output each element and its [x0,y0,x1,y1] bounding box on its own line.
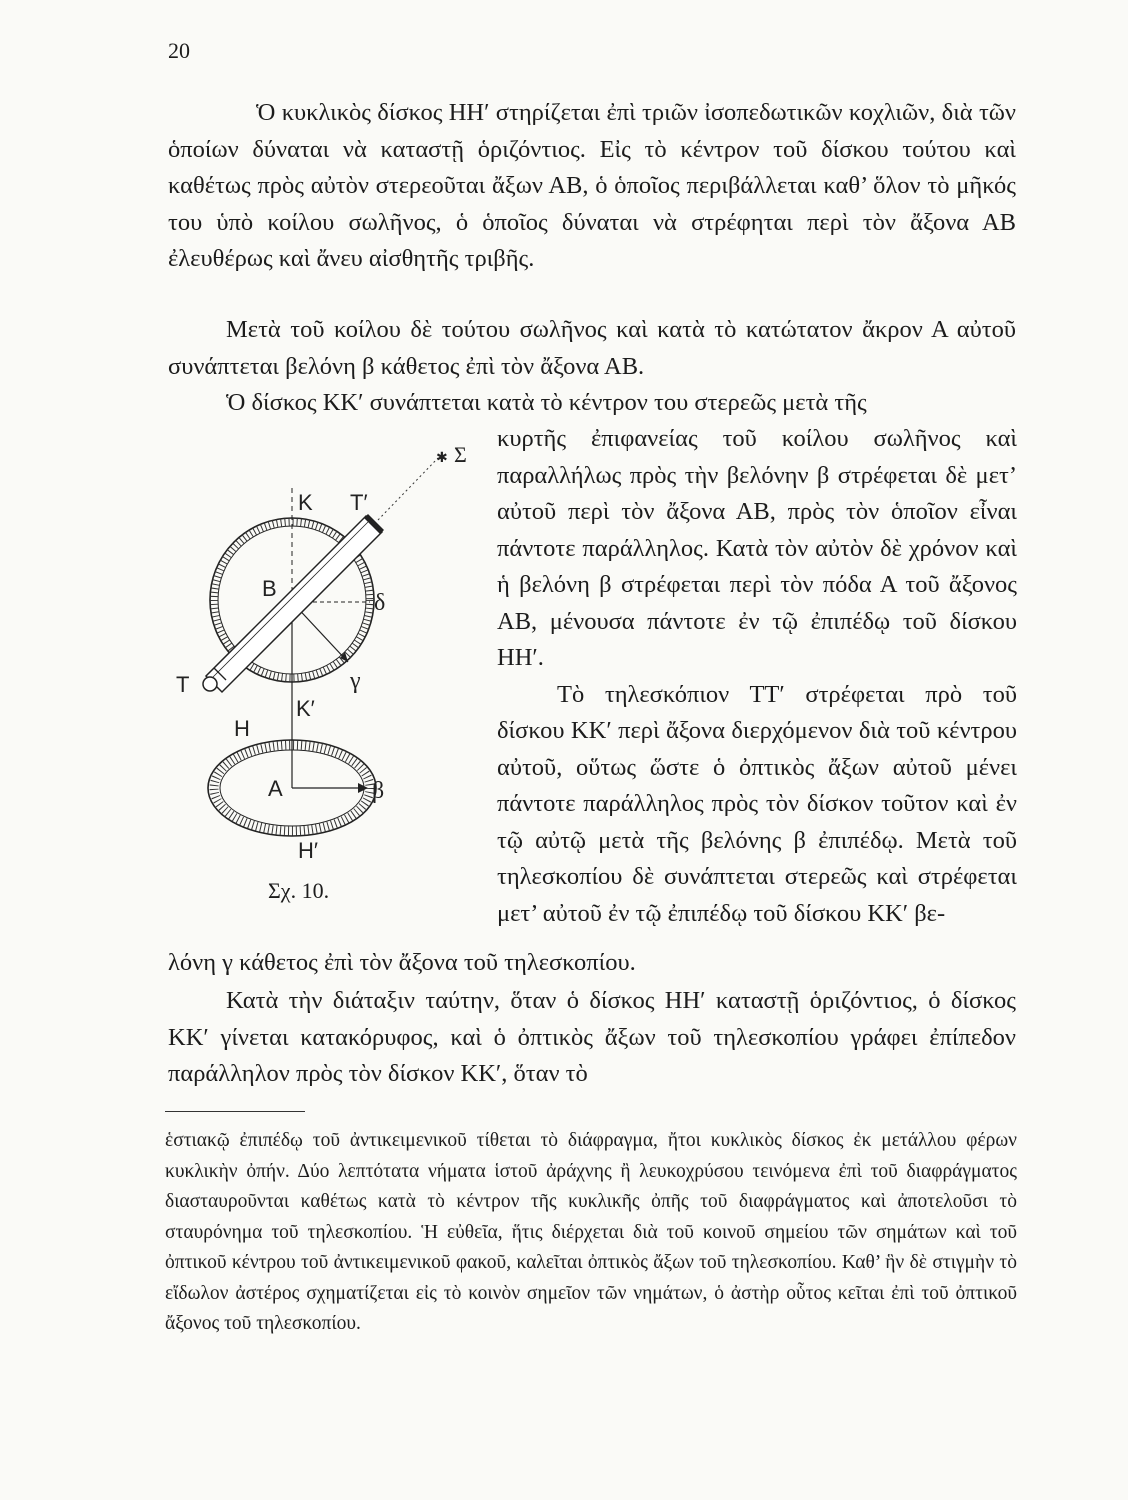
label-h: H [234,716,250,741]
paragraph-needle-beta: Μετὰ τοῦ κοίλου δὲ τούτου σωλῆνος καὶ κατὰ τὸ κατώτατον ἄκρον Α αὐτοῦ συνάπτεται βελόνη β κάθετος ἐπὶ τὸν ἄξονα ΑΒ. [168,316,1016,380]
paragraph-disk-description: Ὁ κυκλικὸς δίσκος ΗΗ′ στηρίζεται ἐπὶ τριῶν ἰσοπεδωτικῶν κοχλιῶν, διὰ τῶν ὁποίων δύναται νὰ καταστῇ ὁριζόντιος. Εἰς τὸ κέντρον τοῦ δίσκου τούτου καὶ καθέτως πρὸς αὐτὸν στερεοῦται ἄξων ΑΒ, ὁ ὁποῖος περιβάλλεται καθ’ ὅλον τὸ μῆκός του ὑπὸ κοίλου σωλῆνος, ὁ ὁποῖος δύναται νὰ στρέφηται περὶ τὸν ἄξονα ΑΒ ἐλευθέρως καὶ ἄνευ αἰσθητῆς τριβῆς. [168,99,1016,272]
label-gamma: γ [350,668,361,694]
page-number: 20 [168,38,190,63]
footnote-text: ἑστιακῷ ἐπιπέδῳ τοῦ ἀντικειμενικοῦ τίθεται τὸ διάφραγμα, ἤτοι κυκλικὸς δίσκος ἐκ μετάλλου φέρων κυκλικὴν ὀπήν. Δύο λεπτότατα νήματα ἱστοῦ ἀράχνης ἢ λευκοχρύσου τεινόμενα ἐπὶ τοῦ διαφράγματος διασταυροῦνται καθέτως κατὰ τὸ κέντρον τῆς κυκλικῆς ὀπῆς τοῦ διαφράγματος καὶ ἀποτελοῦσι τὸ σταυρόνημα τοῦ τηλεσκοπίου. Ἡ εὐθεῖα, ἥτις διέρχεται διὰ τοῦ κοινοῦ σημείου τῶν σημάτων καὶ τοῦ ὀπτικοῦ κέντρου τοῦ ἀντικειμενικοῦ φακοῦ, καλεῖται ὀπτικὸς ἄξων τοῦ τηλεσκοπίου. Καθ’ ἣν δὲ στιγμὴν τὸ εἴδωλον ἀστέρος σχηματίζεται εἰς τὸ κοινὸν σημεῖον τῶν νημάτων, ὁ ἀστὴρ οὗτος κεῖται ἐπὶ τοῦ ὀπτικοῦ ἄξονος τοῦ τηλεσκοπίου. [165,1130,1017,1334]
telescope-tt [203,514,384,692]
figure-10 [170,430,490,910]
paragraph-disk-kk-continued: κυρτῆς ἐπιφανείας τοῦ κοίλου σωλῆνος καὶ παραλλήλως πρὸς τὴν βελόνην β στρέφεται δὲ μετ’ αὐτοῦ περὶ τὸν ἄξονα ΑΒ, πρὸς τὸν ὁποῖον εἶναι πάντοτε παράλληλος. Κατὰ τὸν αὐτὸν δὲ χρόνον καὶ ἡ βελόνη β στρέφεται περὶ τὸν πόδα Α τοῦ ἄξονος ΑΒ, μένουσα πάντοτε ἐν τῷ ἐπιπέδῳ τοῦ δίσκου ΗΗ′. [497,425,1017,671]
label-t: T [176,672,190,697]
paragraph-telescope: Τὸ τηλεσκόπιον ΤΤ′ στρέφεται πρὸ τοῦ δίσκου ΚΚ′ περὶ ἄξονα διερχόμενον διὰ τοῦ κέντρου αὐτοῦ, οὕτως ὥστε ὁ ὀπτικὸς ἄξων αὐτοῦ μένει πάντοτε παράλληλος πρὸς τὸν δίσκον τοῦτον καὶ ἐν τῷ αὐτῷ μετὰ τῆς βελόνης β ἐπιπέδῳ. Μετὰ τοῦ τηλεσκοπίου δὲ συνάπτεται στερεῶς καὶ στρέφεται μετ’ αὐτοῦ ἐν τῷ ἐπιπέδῳ τοῦ δίσκου ΚΚ′ βε- [497,680,1017,927]
paragraph-arrangement: Κατὰ τὴν διάταξιν ταύτην, ὅταν ὁ δίσκος ΗΗ′ καταστῇ ὁριζόντιος, ὁ δίσκος ΚΚ′ γίνεται κατακόρυφος, καὶ ὁ ὀπτικὸς ἄξων τοῦ τηλεσκοπίου γράφει ἐπίπεδον παράλληλον πρὸς τὸν δίσκον ΚΚ′, ὅταν τὸ [168,987,1016,1087]
label-k-prime: K′ [296,696,315,721]
figure-caption: Σχ. 10. [268,878,330,903]
label-t-prime: T′ [350,490,368,515]
paragraph-telescope-tail: λόνη γ κάθετος ἐπὶ τὸν ἄξονα τοῦ τηλεσκοπίου. [168,949,636,976]
star-icon: ✱ [436,450,448,466]
label-h-prime: H′ [298,838,319,863]
label-beta: β [372,778,385,804]
label-k: K [298,490,313,515]
paragraph-disk-kk-start: Ὁ δίσκος ΚΚ′ συνάπτεται κατὰ τὸ κέντρον του στερεῶς μετὰ τῆς [226,389,867,416]
label-sigma: Σ [454,442,467,467]
label-delta: δ [374,590,386,616]
label-b: B [262,576,277,601]
wrapped-text-column [497,421,1017,932]
label-a: A [268,776,283,801]
sightline-to-star [378,458,438,520]
instrument-diagram [170,430,490,910]
footnote-rule [165,1111,305,1112]
